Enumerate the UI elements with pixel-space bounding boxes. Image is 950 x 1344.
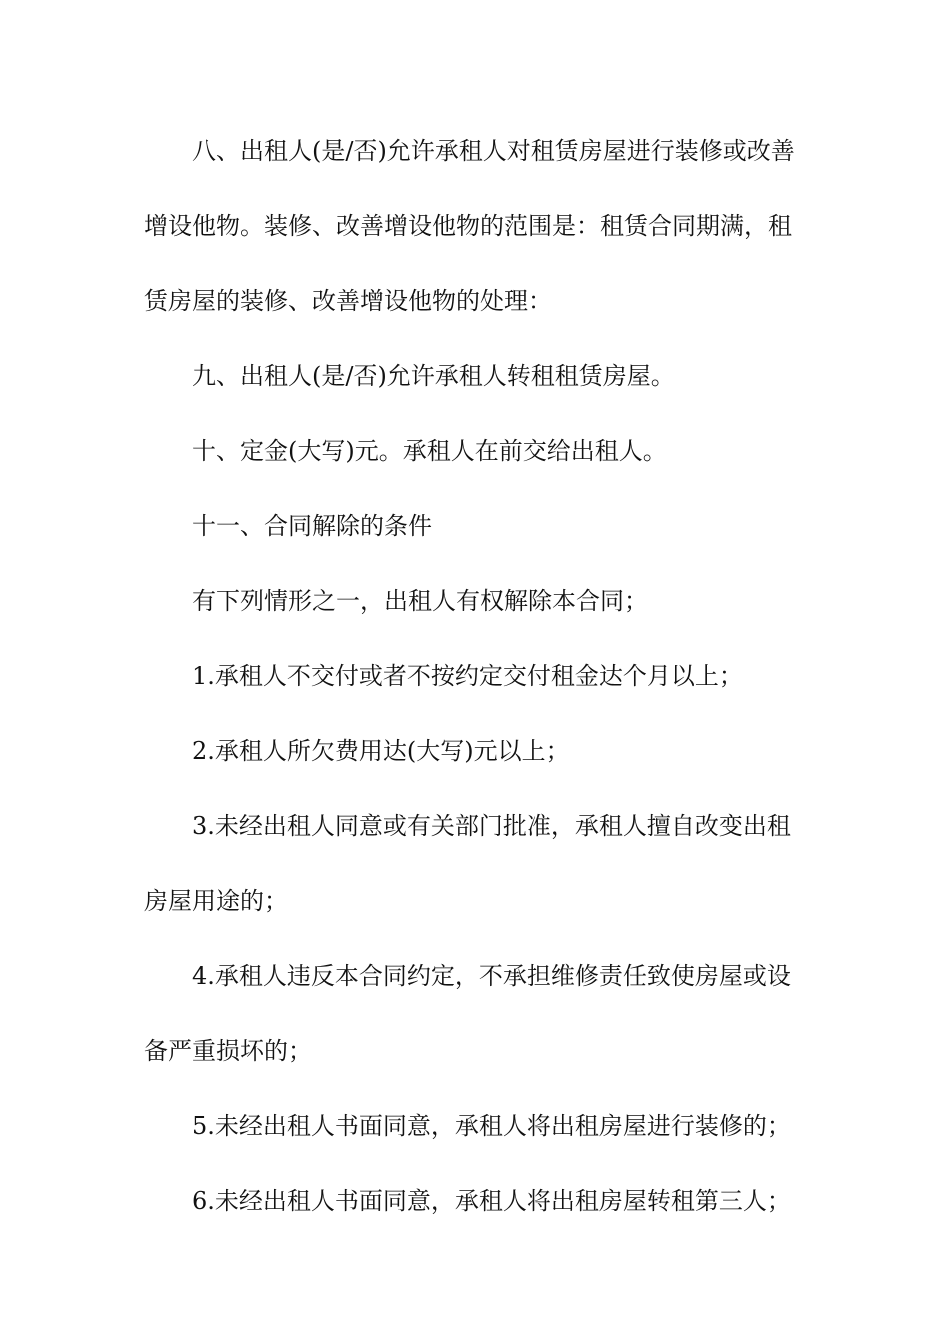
- clause-8-line-3: 赁房屋的装修、改善增设他物的处理：: [144, 287, 552, 315]
- condition-1: 1.承租人不交付或者不按约定交付租金达个月以上；: [192, 662, 743, 690]
- condition-5: 5.未经出租人书面同意，承租人将出租房屋进行装修的；: [192, 1112, 791, 1140]
- condition-2: 2.承租人所欠费用达(大写)元以上；: [192, 737, 570, 765]
- clause-10: 十、定金(大写)元。承租人在前交给出租人。: [192, 437, 667, 465]
- clause-11-heading: 十一、合同解除的条件: [192, 512, 432, 540]
- condition-6: 6.未经出租人书面同意，承租人将出租房屋转租第三人；: [192, 1187, 791, 1215]
- condition-3-line-1: 3.未经出租人同意或有关部门批准，承租人擅自改变出租: [192, 812, 791, 840]
- clause-9: 九、出租人(是/否)允许承租人转租租赁房屋。: [192, 362, 675, 390]
- clause-8-line-2: 增设他物。装修、改善增设他物的范围是：租赁合同期满，租: [144, 212, 792, 240]
- clause-11-intro: 有下列情形之一，出租人有权解除本合同；: [192, 587, 648, 615]
- clause-8-line-1: 八、出租人(是/否)允许承租人对租赁房屋进行装修或改善: [192, 137, 795, 165]
- condition-4-line-1: 4.承租人违反本合同约定，不承担维修责任致使房屋或设: [192, 962, 791, 990]
- condition-4-line-2: 备严重损坏的；: [144, 1037, 312, 1065]
- condition-3-line-2: 房屋用途的；: [144, 887, 288, 915]
